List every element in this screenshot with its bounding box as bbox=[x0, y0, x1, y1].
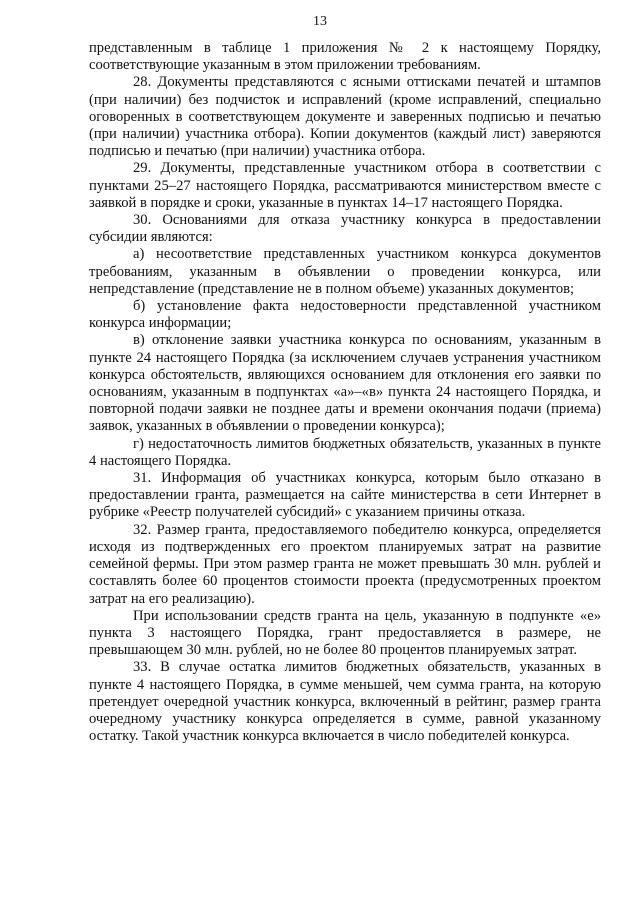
paragraph-30-v: в) отклонение заявки участника конкурса по основаниям, указанным в пункте 24 настоящего Порядка (за исключением случаев устранения участником конкурса обстоятельств, являющихся основанием для отклонения его заявки по основаниям, указанным в подпунктах «а»–«в» пункта 24 настоящего Порядка, и повторной подачи заявки не позднее даты и времени окончания подачи (приема) заявок, указанных в объявлении о проведении конкурса); bbox=[89, 332, 601, 435]
paragraph-28: 28. Документы представляются с ясными оттисками печатей и штампов (при наличии) без подчисток и исправлений (кроме исправлений, специально оговоренных в соответствующем документе и заверенных подписью и печатью (при наличии) участника отбора). Копии документов (каждый лист) заверяются подписью и печатью (при наличии) участника отбора. bbox=[89, 74, 601, 160]
paragraph-32: 32. Размер гранта, предоставляемого победителю конкурса, определяется исходя из подтвержденных его проектом планируемых затрат на развитие семейной фермы. При этом размер гранта не может превышать 30 млн. рублей и составлять более 60 процентов стоимости проекта (предусмотренных проектом затрат на его реализацию). bbox=[89, 521, 601, 607]
paragraph-29: 29. Документы, представленные участником отбора в соответствии с пунктами 25–27 настоящего Порядка, рассматриваются министерством вместе с заявкой в порядке и сроки, указанные в пунктах 14–17 настоящего Порядка. bbox=[89, 160, 601, 211]
paragraph-32-second: При использовании средств гранта на цель, указанную в подпункте «е» пункта 3 настоящего Порядка, грант предоставляется в размере, не превышающем 30 млн. рублей, но не более 80 процентов планируемых затрат. bbox=[89, 607, 601, 659]
paragraph-33: 33. В случае остатка лимитов бюджетных обязательств, указанных в пункте 4 настоящего Порядка, в сумме меньшей, чем сумма гранта, на которую претендует очередной участник конкурса, включенный в рейтинг, размер гранта очередному участнику конкурса определяется в сумме, равной указанному остатку. Такой участник конкурса включается в число победителей конкурса. bbox=[89, 659, 601, 745]
document-body bbox=[89, 40, 601, 745]
paragraph-31: 31. Информация об участниках конкурса, которым было отказано в предоставлении гранта, размещается на сайте министерства в сети Интернет в рубрике «Реестр получателей субсидий» с указанием причины отказа. bbox=[89, 470, 601, 521]
paragraph-30-a: а) несоответствие представленных участником конкурса документов требованиям, указанным в объявлении о проведении конкурса, или непредставление (представление не в полном объеме) указанных документов; bbox=[89, 246, 601, 297]
paragraph-30: 30. Основаниями для отказа участнику конкурса в предоставлении субсидии являются: bbox=[89, 212, 601, 246]
paragraph-continuation: представленным в таблице 1 приложения № 2 к настоящему Порядку, соответствующие указанным в этом приложении требованиям. bbox=[89, 40, 601, 74]
paragraph-30-b: б) установление факта недостоверности представленной участником конкурса информации; bbox=[89, 298, 601, 332]
paragraph-30-g: г) недостаточность лимитов бюджетных обязательств, указанных в пункте 4 настоящего Порядка. bbox=[89, 435, 601, 469]
page-number: 13 bbox=[313, 14, 327, 29]
